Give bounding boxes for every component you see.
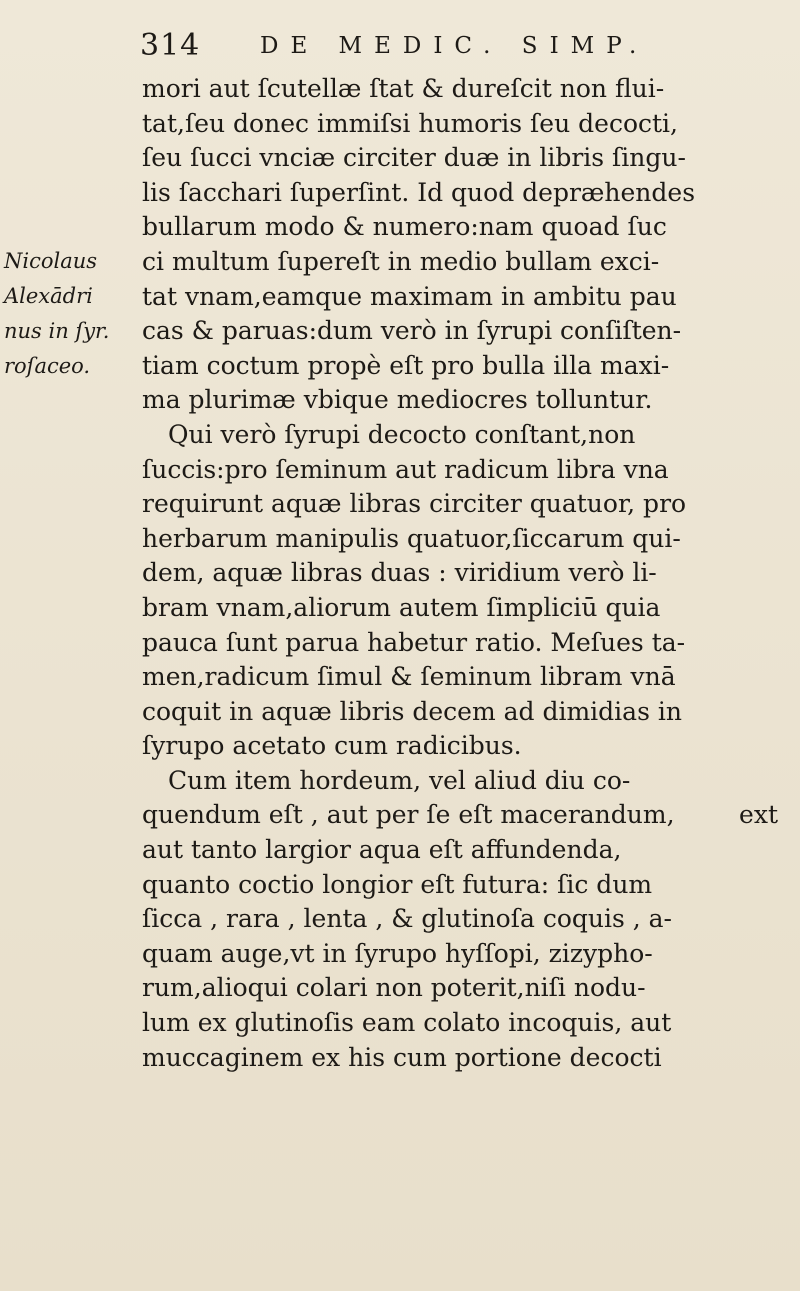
catchword: ext bbox=[739, 800, 778, 829]
text-line: tat vnam,eamque maximam in ambitu pau bbox=[142, 281, 677, 311]
text-line: ci multum ſupereſt in medio bullam exci- bbox=[142, 246, 660, 276]
text-line: mori aut ſcutellæ ſtat & dureſcit non flui- bbox=[142, 74, 665, 103]
text-line: muccaginem ex his cum portione decocti bbox=[142, 1042, 662, 1072]
text-line: quendum eſt , aut per ſe eſt macerandum, bbox=[142, 800, 675, 830]
text-line: tat,ſeu donec immiſsi humoris ſeu decocti, bbox=[142, 108, 678, 138]
text-line: ma plurimæ vbique mediocres tolluntur. bbox=[142, 385, 653, 415]
margin-note-line: roſaceo. bbox=[4, 354, 91, 378]
text-line: dem, aquæ libras duas : viridium verò li- bbox=[142, 558, 657, 588]
text-line: requirunt aquæ libras circiter quatuor, pro bbox=[142, 489, 687, 519]
text-line: pauca ſunt parua habetur ratio. Meſues ta- bbox=[142, 627, 686, 657]
text-line: Qui verò ſyrupi decocto conſtant,non bbox=[168, 419, 636, 449]
text-line: men,radicum ſimul & ſeminum libram vnā bbox=[142, 662, 676, 692]
text-line: ſuccis:pro ſeminum aut radicum libra vna bbox=[142, 454, 669, 484]
main-text-block bbox=[142, 72, 782, 1075]
running-head: DE MEDIC. SIMP. bbox=[260, 33, 649, 59]
text-line: bullarum modo & numero:nam quoad ſuc bbox=[142, 212, 667, 242]
margin-note-line: nus in ſyr. bbox=[4, 319, 110, 343]
text-line: ſeu ſucci vnciæ circiter duæ in libris ſingu- bbox=[142, 143, 686, 173]
page-number: 314 bbox=[140, 28, 201, 63]
margin-note bbox=[4, 244, 144, 384]
text-line: Cum item hordeum, vel aliud diu co- bbox=[168, 765, 631, 795]
text-line: aut tanto largior aqua eſt affundenda, bbox=[142, 835, 622, 865]
text-line: rum,alioqui colari non poterit,niſi nodu- bbox=[142, 973, 646, 1003]
margin-note-line: Alexādri bbox=[4, 284, 93, 308]
text-line: lum ex glutinoſis eam colato incoquis, aut bbox=[142, 1008, 672, 1038]
text-line: cas & paruas:dum verò in ſyrupi conſiſten- bbox=[142, 316, 682, 346]
text-line: lis ſacchari ſuperſint. Id quod depræhendes bbox=[142, 177, 696, 207]
page-header bbox=[140, 28, 700, 68]
text-line: quam auge,vt in ſyrupo hyſſopi, zizypho- bbox=[142, 938, 653, 968]
text-line: tiam coctum propè eſt pro bulla illa maxi- bbox=[142, 350, 670, 380]
text-line: quanto coctio longior eſt futura: ſic dum bbox=[142, 869, 653, 899]
margin-note-line: Nicolaus bbox=[4, 249, 98, 273]
text-line: coquit in aquæ libris decem ad dimidias in bbox=[142, 696, 682, 726]
text-line: bram vnam,aliorum autem ſimpliciū quia bbox=[142, 592, 661, 622]
text-line: ſyrupo acetato cum radicibus. bbox=[142, 731, 522, 761]
text-line: ſicca , rara , lenta , & glutinoſa coquis , a- bbox=[142, 904, 673, 934]
text-line: herbarum manipulis quatuor,ſiccarum qui- bbox=[142, 523, 681, 553]
